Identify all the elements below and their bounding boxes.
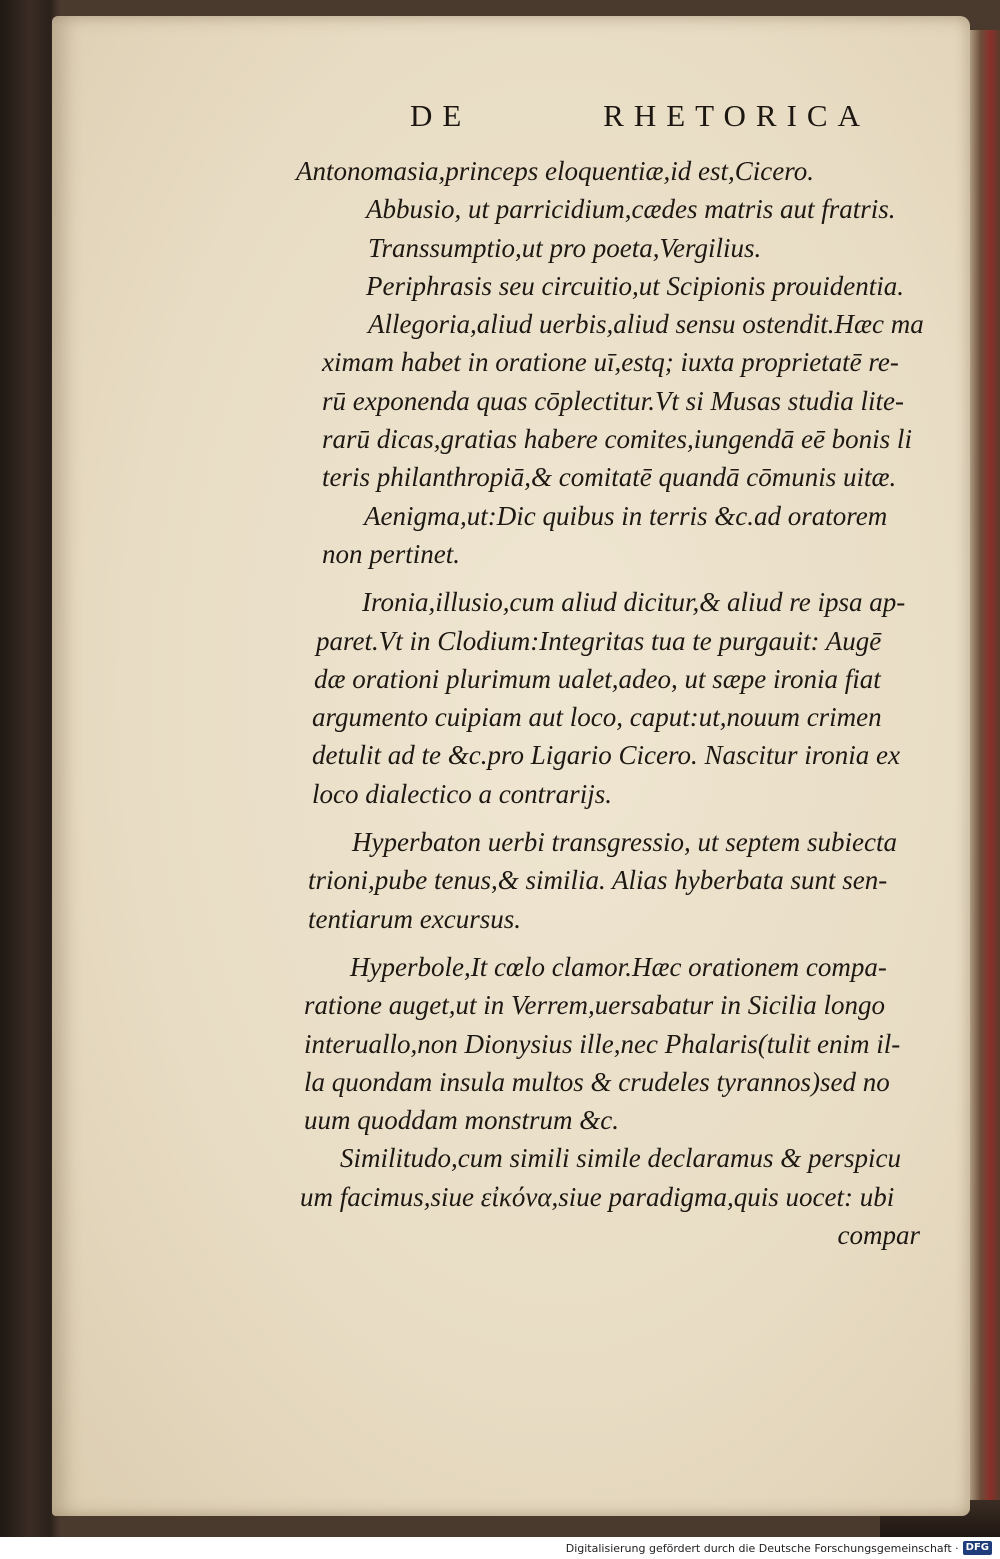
text-line: Hyperbole,It cœlo clamor.Hæc orationem compa- (350, 951, 887, 982)
text-line: rū exponenda quas cōplectitur.Vt si Musas studia lite- (322, 385, 904, 416)
catchword: compar (837, 1220, 920, 1251)
text-line: trioni,pube tenus,& similia. Alias hyberbata sunt sen- (308, 865, 888, 896)
text-line: rarū dicas,gratias habere comites,iungendā eē bonis li (322, 424, 912, 455)
text-line: Similitudo,cum simili simile declaramus & perspicu (340, 1143, 901, 1174)
text-line: Transsumptio,ut pro poeta,Vergilius. (368, 232, 762, 263)
text-line: loco dialectico a contrarijs. (312, 778, 612, 809)
text-line: non pertinet. (322, 538, 460, 569)
text-line: paret.Vt in Clodium:Integritas tua te purgauit: Augē (316, 625, 882, 656)
running-head-right: RHETORICA (603, 98, 870, 133)
footer-bar (0, 1537, 1000, 1559)
text-line: Ironia,illusio,cum aliud dicitur,& aliud re ipsa ap- (362, 587, 906, 618)
running-head-left: DE (410, 98, 472, 133)
page-text (296, 152, 936, 1254)
text-line: Abbusio, ut parricidium,cædes matris aut fratris. (366, 194, 896, 225)
text-line: interuallo,non Dionysius ille,nec Phalaris(tulit enim il- (304, 1028, 901, 1059)
dfg-logo: DFG (963, 1541, 992, 1555)
text-line: detulit ad te &c.pro Ligario Cicero. Nascitur ironia ex (312, 740, 900, 771)
text-line: dæ orationi plurimum ualet,adeo, ut sæpe ironia fiat (314, 663, 881, 694)
text-line: ratione auget,ut in Verrem,uersabatur in Sicilia longo (304, 990, 885, 1021)
text-line: Aenigma,ut:Dic quibus in terris &c.ad oratorem (364, 500, 888, 531)
text-line: tentiarum excursus. (308, 903, 521, 934)
book-fore-edge (968, 30, 1000, 1520)
footer-credit: Digitalisierung gefördert durch die Deutsche Forschungsgemeinschaft · (565, 1541, 959, 1555)
text-line: argumento cuipiam aut loco, caput:ut,nouum crimen (312, 702, 882, 733)
text-line: ximam habet in oratione uī,estq; iuxta proprietatē re- (322, 347, 899, 378)
text-line: la quondam insula multos & crudeles tyrannos)sed no (304, 1066, 890, 1097)
text-line: um facimus,siue εἰκόνα,siue paradigma,quis uocet: ubi (300, 1181, 895, 1212)
text-line: uum quoddam monstrum &c. (304, 1105, 619, 1136)
text-line: Periphrasis seu circuitio,ut Scipionis prouidentia. (366, 270, 904, 301)
running-head (410, 98, 870, 134)
text-line: teris philanthropiā,& comitatē quandā cōmunis uitæ. (322, 462, 897, 493)
text-line: Hyperbaton uerbi transgressio, ut septem subiecta (352, 827, 897, 858)
text-line: Antonomasia,princeps eloquentiæ,id est,Cicero. (296, 156, 814, 186)
text-line: Allegoria,aliud uerbis,aliud sensu ostendit.Hæc ma (368, 309, 924, 340)
